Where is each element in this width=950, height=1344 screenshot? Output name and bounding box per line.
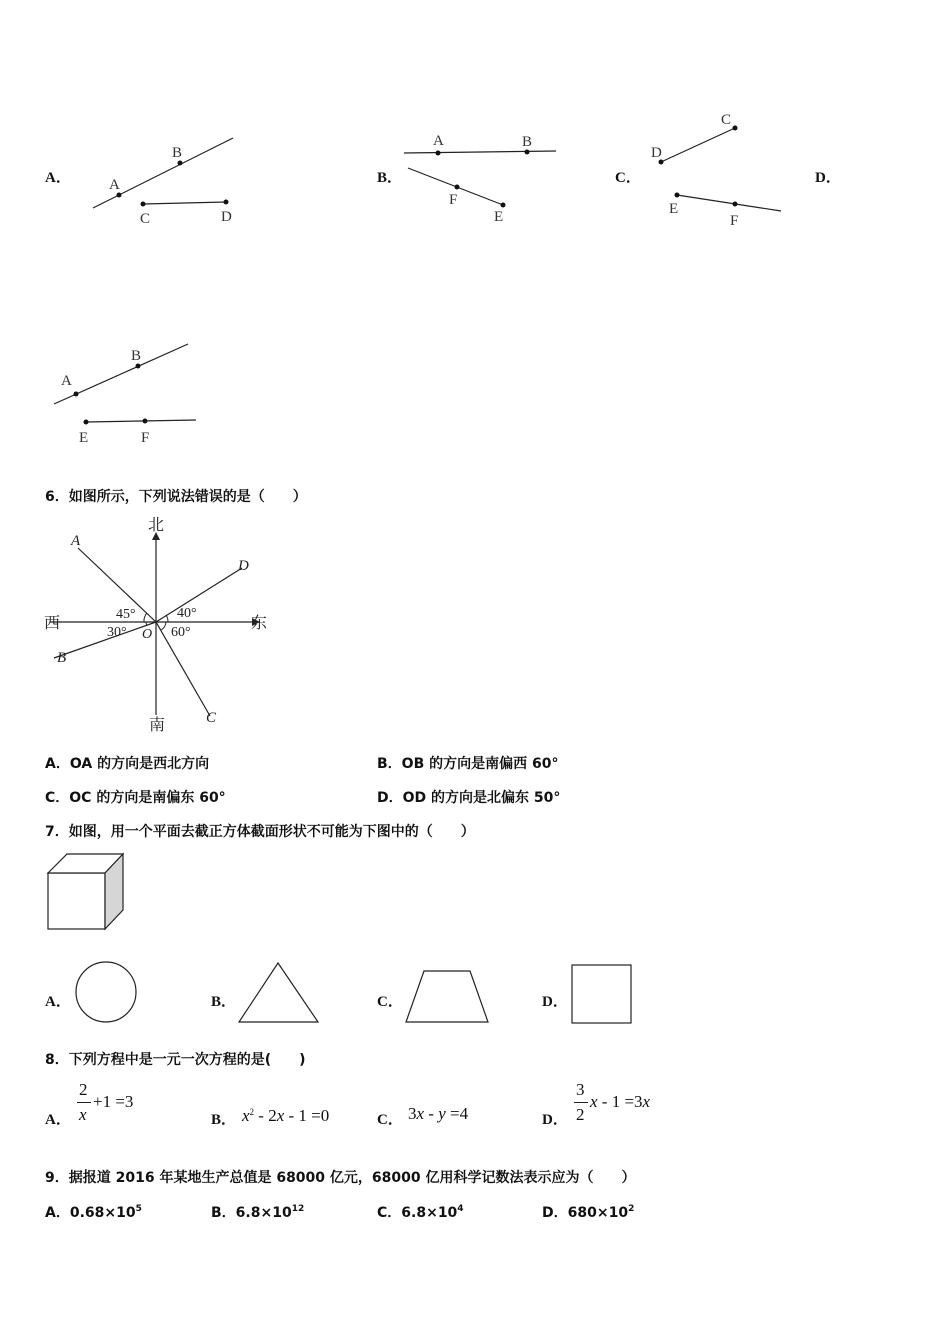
angle-40-label: 40° [177,606,197,621]
equation-rest: +1 =3 [93,1092,134,1111]
q7-option-c-label[interactable]: C． [377,994,403,1010]
q9-option-b[interactable] [211,1202,304,1222]
q8-option-c-equation [408,1104,468,1124]
operator: - [424,1104,439,1123]
option-base: 0.68×10 [69,1205,136,1221]
q9-option-c[interactable] [377,1202,464,1222]
q6-stem: 6．如图所示，下列说法错误的是（ ） [45,489,307,505]
option-exponent: 2 [628,1204,635,1214]
point-label-e: E [79,430,89,446]
q9-option-a[interactable] [45,1202,142,1222]
west-label: 西 [44,615,61,632]
q5-figure-c [645,105,790,230]
fraction-numerator: 2 [79,1080,88,1099]
q7-option-a-label[interactable]: A． [45,994,71,1010]
coefficient: 3 [408,1104,417,1123]
option-label: A． [45,756,70,772]
q7-stem: 7．如图，用一个平面去截正方体截面形状不可能为下图中的（ ） [45,824,475,840]
origin-label: O [142,627,153,642]
fraction-denominator: x [79,1105,87,1124]
option-base: 680×10 [567,1205,629,1221]
east-label: 东 [251,615,268,632]
q5-figure-d [50,340,205,450]
point-label-e: E [669,201,679,217]
triangle-shape [236,960,322,1026]
q8-option-b-label[interactable]: B． [211,1112,237,1128]
q5-figure-a [85,130,255,230]
term: =4 [445,1104,469,1123]
term: - 1 =3 [597,1092,643,1111]
point-label-b: B [131,348,142,364]
angle-45-label: 45° [116,607,136,622]
q8-option-a-label[interactable]: A． [45,1112,71,1128]
option-base: 6.8×10 [235,1205,292,1221]
option-exponent: 5 [135,1204,142,1214]
ray-label-a: A [71,533,81,549]
option-label: B． [211,1205,236,1221]
q7-option-b-label[interactable]: B． [211,994,237,1010]
fraction-bar [574,1102,588,1103]
q5-option-a-label[interactable]: A． [45,170,71,186]
point-label-e: E [494,209,504,225]
option-label: C． [377,1205,402,1221]
equation-rest [590,1092,650,1112]
term: - 2 [254,1106,277,1125]
south-label: 南 [149,717,166,734]
q6-option-d[interactable] [377,787,560,807]
point-label-a: A [109,177,120,193]
point-label-b: B [172,145,183,161]
angle-60-label: 60° [171,625,191,640]
option-label: A． [45,1205,70,1221]
point-label-c: C [721,112,732,128]
point-label-b: B [522,134,533,150]
circle-shape [72,958,140,1026]
fraction-numerator: 3 [576,1080,585,1099]
point-label-f: F [730,213,739,229]
cube-figure [44,850,129,935]
q6-compass-diagram [40,510,280,735]
point-label-d: D [221,209,232,225]
q6-option-b[interactable] [377,753,558,773]
option-text: OB 的方向是南偏西 60° [401,756,559,772]
option-exponent: 4 [457,1204,464,1214]
fraction-bar [77,1102,91,1103]
ray-label-b: B [57,650,67,666]
point-label-f: F [141,430,150,446]
option-label: B． [377,756,402,772]
option-label: C． [45,790,70,806]
term: - 1 =0 [284,1106,330,1125]
var-y: y [438,1104,446,1123]
q8-option-b-equation [242,1106,329,1126]
q5-option-c-label[interactable]: C． [615,170,641,186]
option-text: OA 的方向是西北方向 [69,756,210,772]
ray-label-c: C [206,710,217,726]
exponent: 2 [249,1107,255,1117]
point-label-a: A [433,133,444,149]
point-label-f: F [449,192,458,208]
var-x: x [590,1092,598,1111]
q8-stem: 8．下列方程中是一元一次方程的是( ) [45,1052,306,1068]
fraction-denominator: 2 [576,1105,585,1124]
trapezoid-shape [403,967,493,1025]
q5-option-d-label[interactable]: D． [815,170,841,186]
q6-option-a[interactable] [45,753,209,773]
q9-option-d[interactable] [542,1202,634,1222]
q7-option-d-label[interactable]: D． [542,994,568,1010]
q5-option-b-label[interactable]: B． [377,170,403,186]
point-label-a: A [61,373,72,389]
q5-figure-b [400,128,565,228]
var-x: x [242,1106,250,1125]
square-shape [569,962,635,1026]
north-label: 北 [148,517,165,534]
option-base: 6.8×10 [401,1205,458,1221]
point-label-c: C [140,211,151,227]
option-text: OD 的方向是北偏东 50° [402,790,561,806]
option-label: D． [377,790,403,806]
q6-option-c[interactable] [45,787,226,807]
q8-option-d-label[interactable]: D． [542,1112,568,1128]
option-label: D． [542,1205,568,1221]
var-x: x [276,1106,285,1125]
point-label-d: D [651,145,662,161]
q8-option-c-label[interactable]: C． [377,1112,403,1128]
angle-30-label: 30° [107,625,127,640]
option-text: OC 的方向是南偏东 60° [69,790,226,806]
var-x: x [416,1104,425,1123]
q9-stem: 9．据报道 2016 年某地生产总值是 68000 亿元，68000 亿用科学记数法表示应为（ ） [45,1170,636,1186]
ray-label-d: D [238,558,249,574]
option-exponent: 12 [291,1204,305,1214]
var-x: x [642,1092,651,1111]
